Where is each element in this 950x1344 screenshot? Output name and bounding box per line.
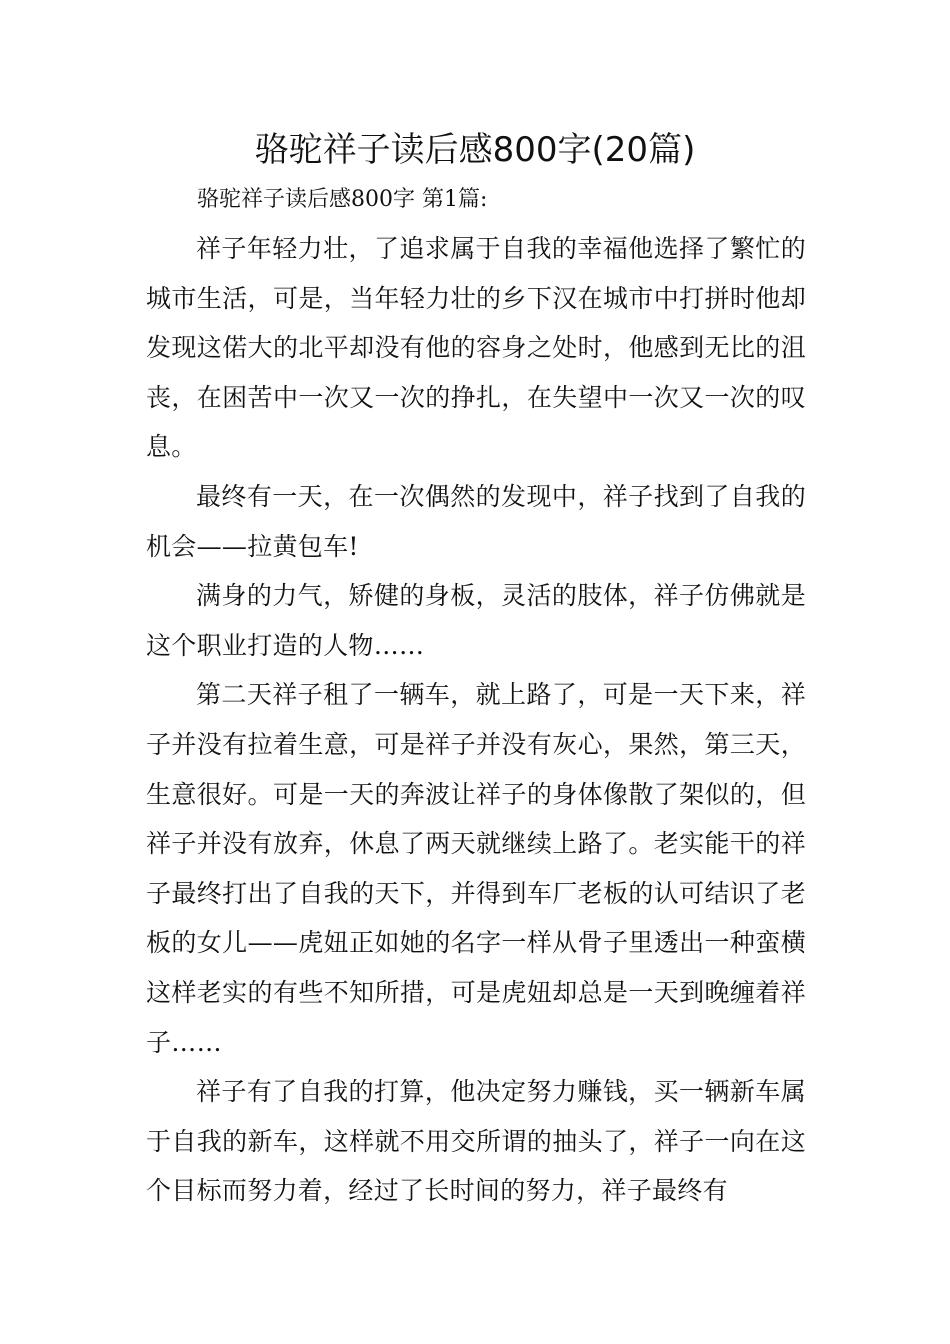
paragraph-4: 第二天祥子租了一辆车，就上路了，可是一天下来，祥子并没有拉着生意，可是祥子并没有灰心，果然，第三天，生意很好。可是一天的奔波让祥子的身体像散了架似的，但祥子并没有放弃，休息了两天就继续上路了。老实能干的祥子最终打出了自我的天下，并得到车厂老板的认可结识了老板的女儿——虎妞正如她的名字一样从骨子里透出一种蛮横这样老实的有些不知所措，可是虎妞却总是一天到晚缠着祥子…… [146,680,806,1057]
paragraph-3: 满身的力气，矫健的身板，灵活的肢体，祥子仿佛就是这个职业打造的人物…… [146,581,806,660]
document-title: 骆驼祥子读后感800字(20篇) [254,130,696,170]
paragraph-2: 最终有一天，在一次偶然的发现中，祥子找到了自我的机会——拉黄包车! [146,481,806,561]
paragraph-5: 祥子有了自我的打算，他决定努力赚钱，买一辆新车属于自我的新车，这样就不用交所谓的抽头了，祥子一向在这个目标而努力着，经过了长时间的努力，祥子最终有 [146,1077,806,1206]
section-heading: 骆驼祥子读后感800字 第1篇: [197,187,488,212]
paragraph-1: 祥子年轻力壮，了追求属于自我的幸福他选择了繁忙的城市生活，可是，当年轻力壮的乡下汉在城市中打拼时他却发现这偌大的北平却没有他的容身之处时，他感到无比的沮丧，在困苦中一次又一次的挣扎，在失望中一次又一次的叹息。 [146,234,806,462]
document-body [146,224,806,1216]
